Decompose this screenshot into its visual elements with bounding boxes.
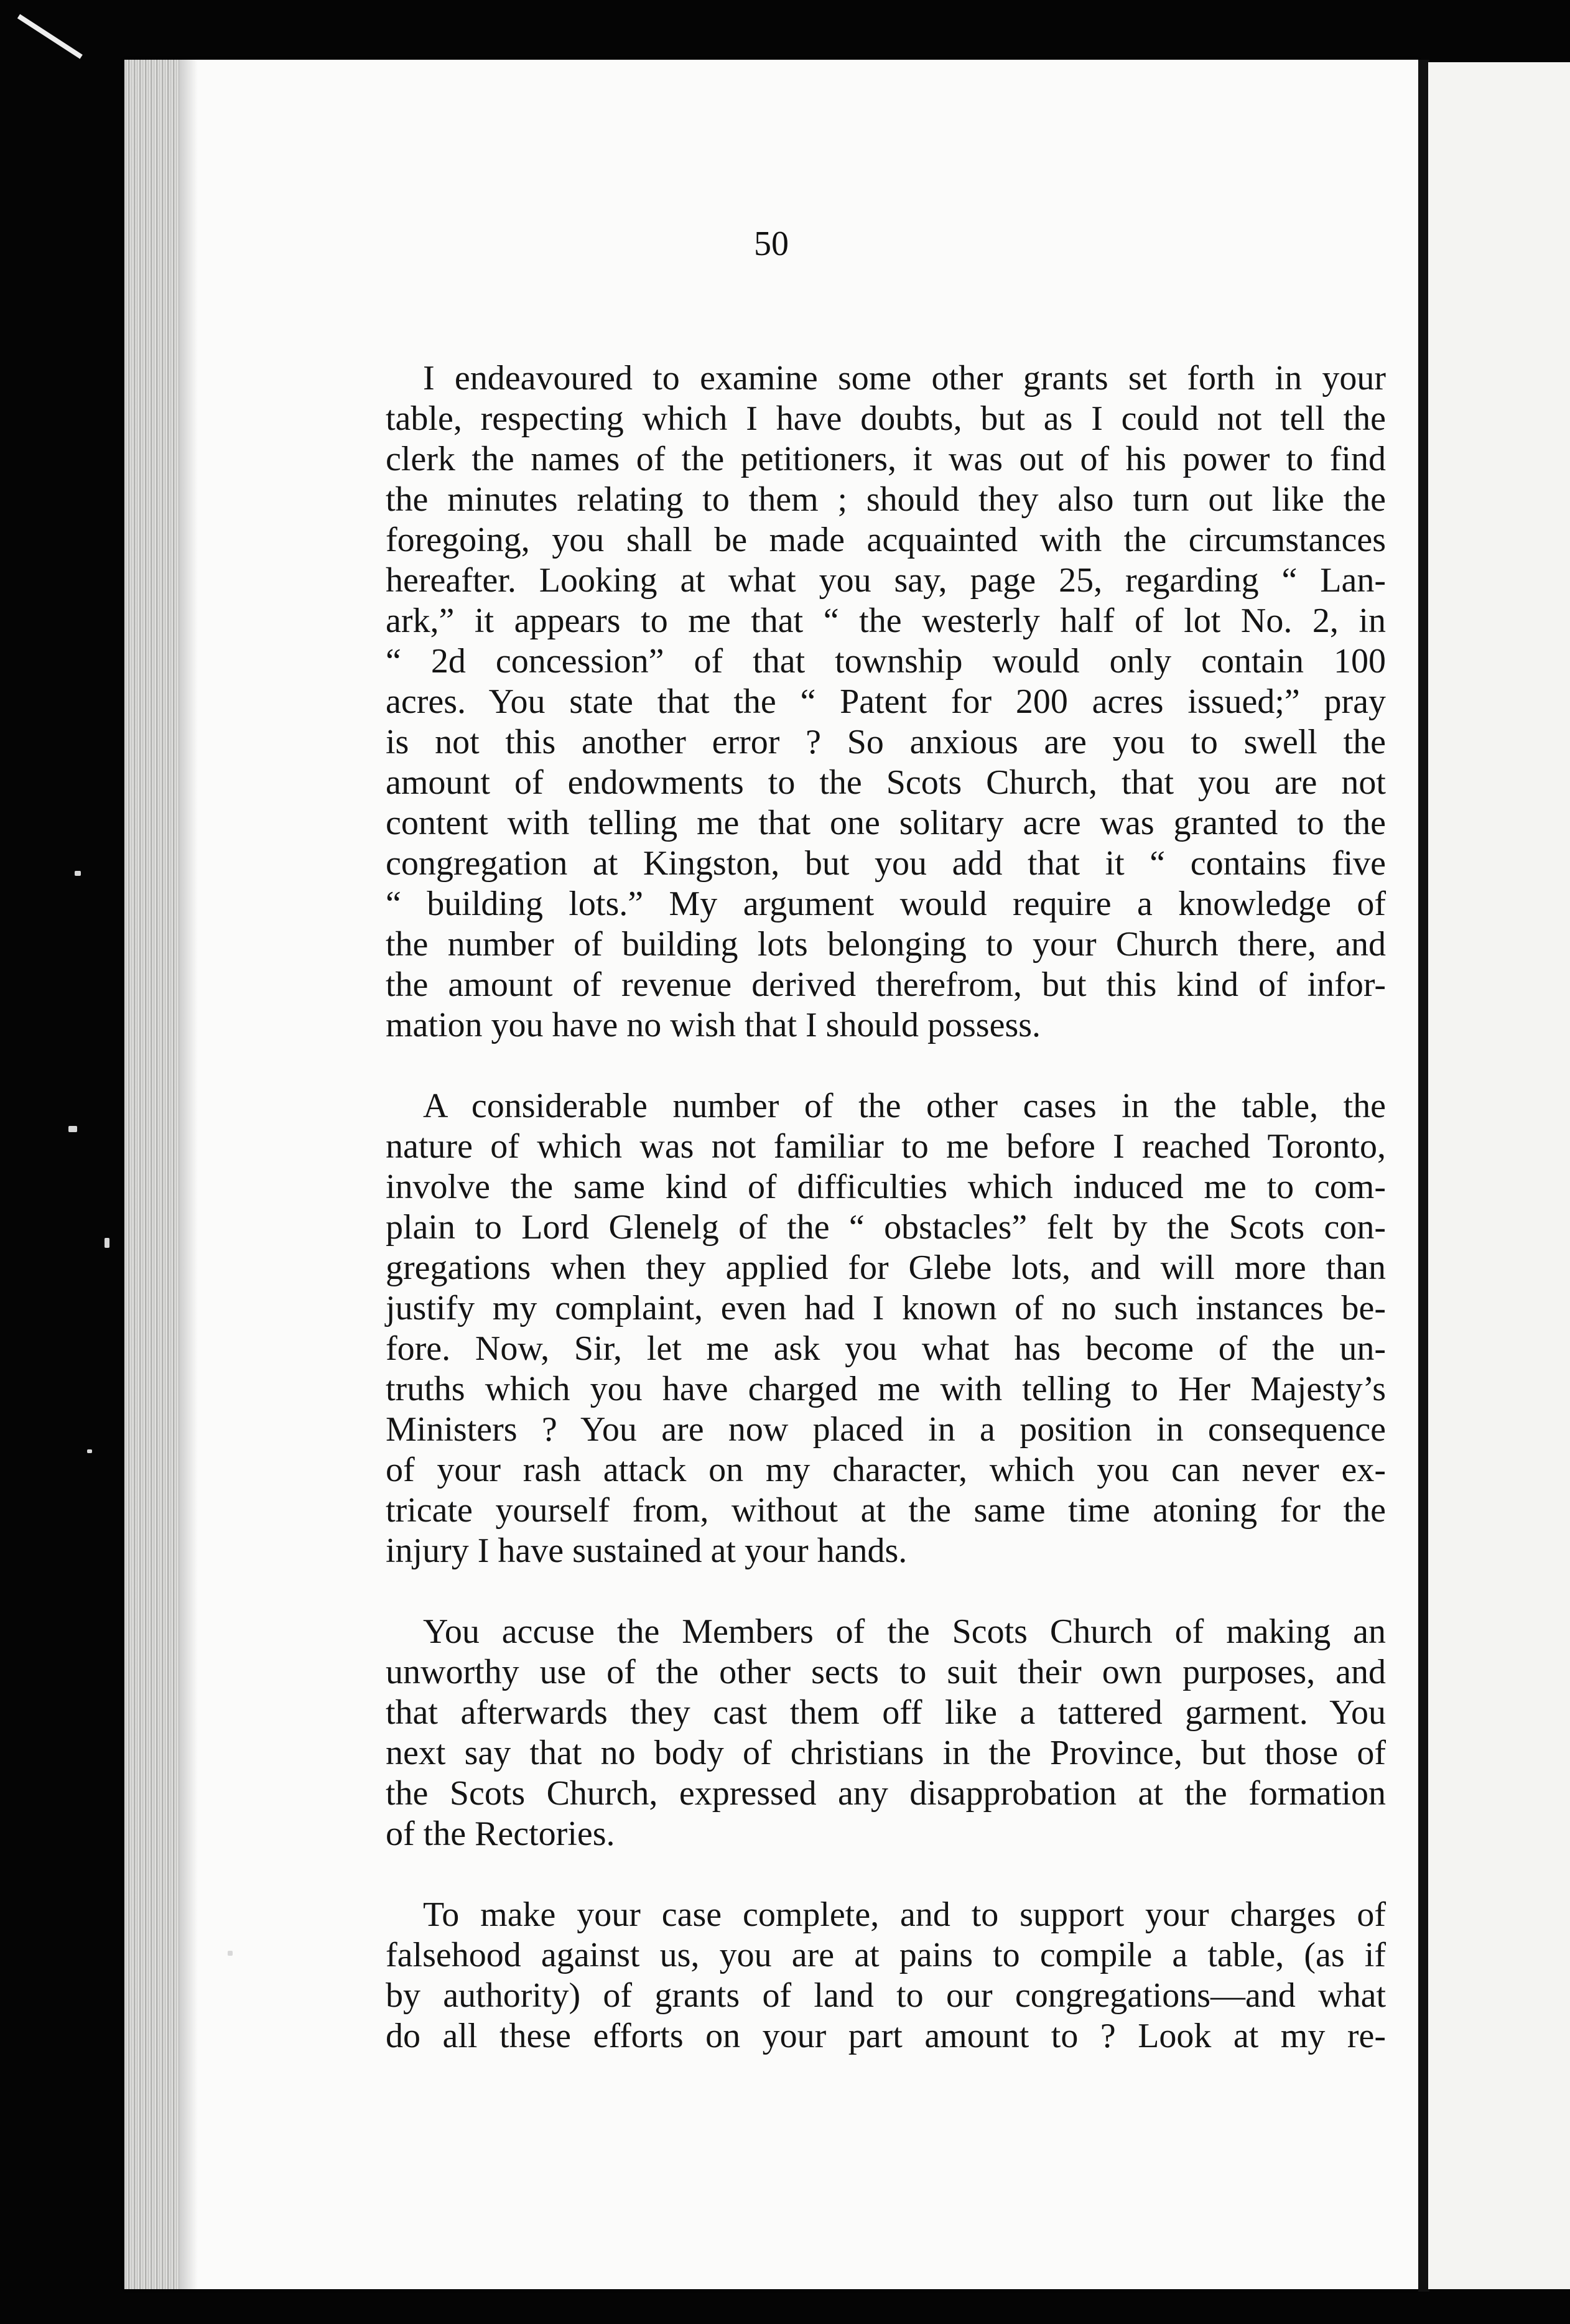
paragraph xyxy=(386,1895,1386,2057)
text-line: the minutes relating to them ; should they also turn out like the xyxy=(386,480,1386,519)
text-line: fore. Now, Sir, let me ask you what has become of the un- xyxy=(386,1329,1386,1368)
text-line: that afterwards they cast them off like a tattered garment. You xyxy=(386,1693,1386,1732)
adjacent-page-edge xyxy=(1428,62,1570,2289)
text-line: table, respecting which I have doubts, but as I could not tell the xyxy=(386,399,1386,438)
margin-speck xyxy=(87,1449,92,1453)
text-line: nature of which was not familiar to me before I reached Toronto, xyxy=(386,1127,1386,1166)
text-line: plain to Lord Glenelg of the “ obstacles” felt by the Scots con- xyxy=(386,1208,1386,1247)
text-line: content with telling me that one solitary acre was granted to the xyxy=(386,804,1386,842)
text-line: the Scots Church, expressed any disapprobation at the formation xyxy=(386,1774,1386,1813)
paragraph xyxy=(386,1612,1386,1854)
text-line: I endeavoured to examine some other grants set forth in your xyxy=(423,359,1386,397)
page-edges xyxy=(124,60,179,2289)
text-line: justify my complaint, even had I known of no such instances be- xyxy=(386,1289,1386,1327)
text-line: clerk the names of the petitioners, it was out of his power to find xyxy=(386,440,1386,478)
paragraph xyxy=(386,1086,1386,1571)
text-line: To make your case complete, and to support your charges of xyxy=(423,1895,1386,1934)
text-line: amount of endowments to the Scots Church, that you are not xyxy=(386,763,1386,802)
margin-speck xyxy=(105,1238,109,1248)
text-line: of the Rectories. xyxy=(386,1815,615,1853)
text-line: A considerable number of the other cases in the table, the xyxy=(423,1087,1386,1125)
paragraph xyxy=(386,358,1386,1046)
page-number: 50 xyxy=(754,225,789,263)
text-line: injury I have sustained at your hands. xyxy=(386,1532,908,1570)
text-line: falsehood against us, you are at pains to compile a table, (as if xyxy=(386,1936,1386,1974)
text-line: the amount of revenue derived therefrom, but this kind of infor- xyxy=(386,965,1386,1004)
book-page xyxy=(124,60,1418,2289)
text-line: congregation at Kingston, but you add that it “ contains five xyxy=(386,844,1386,883)
text-line: unworthy use of the other sects to suit their own purposes, and xyxy=(386,1653,1386,1691)
text-line: next say that no body of christians in the Province, but those of xyxy=(386,1734,1386,1772)
text-line: Ministers ? You are now placed in a position in consequence xyxy=(386,1410,1386,1449)
text-line: foregoing, you shall be made acquainted with the circumstances xyxy=(386,521,1386,559)
text-line: is not this another error ? So anxious are you to swell the xyxy=(386,723,1386,761)
margin-speck xyxy=(75,871,81,876)
text-line: hereafter. Looking at what you say, page 25, regarding “ Lan- xyxy=(386,561,1386,600)
text-line: of your rash attack on my character, which you can never ex- xyxy=(386,1451,1386,1489)
text-line: “ building lots.” My argument would require a knowledge of xyxy=(386,885,1386,923)
text-line: ark,” it appears to me that “ the westerly half of lot No. 2, in xyxy=(386,602,1386,640)
text-line: truths which you have charged me with telling to Her Majesty’s xyxy=(386,1370,1386,1408)
margin-speck xyxy=(68,1126,77,1132)
text-line: gregations when they applied for Glebe lots, and will more than xyxy=(386,1248,1386,1287)
text-line: You accuse the Members of the Scots Church of making an xyxy=(423,1612,1386,1651)
text-line: the number of building lots belonging to your Church there, and xyxy=(386,925,1386,964)
text-line: by authority) of grants of land to our congregations—and what xyxy=(386,1976,1386,2015)
gutter-shadow xyxy=(179,60,198,2289)
margin-speck xyxy=(228,1951,233,1956)
text-line: tricate yourself from, without at the same time atoning for the xyxy=(386,1491,1386,1530)
text-line: acres. You state that the “ Patent for 200 acres issued;” pray xyxy=(386,682,1386,721)
text-line: mation you have no wish that I should possess. xyxy=(386,1006,1041,1044)
text-line: “ 2d concession” of that township would only contain 100 xyxy=(386,642,1386,681)
corner-mark xyxy=(17,14,83,59)
text-body xyxy=(386,358,1386,2097)
text-line: involve the same kind of difficulties which induced me to com- xyxy=(386,1168,1386,1206)
text-line: do all these efforts on your part amount to ? Look at my re- xyxy=(386,2017,1386,2055)
